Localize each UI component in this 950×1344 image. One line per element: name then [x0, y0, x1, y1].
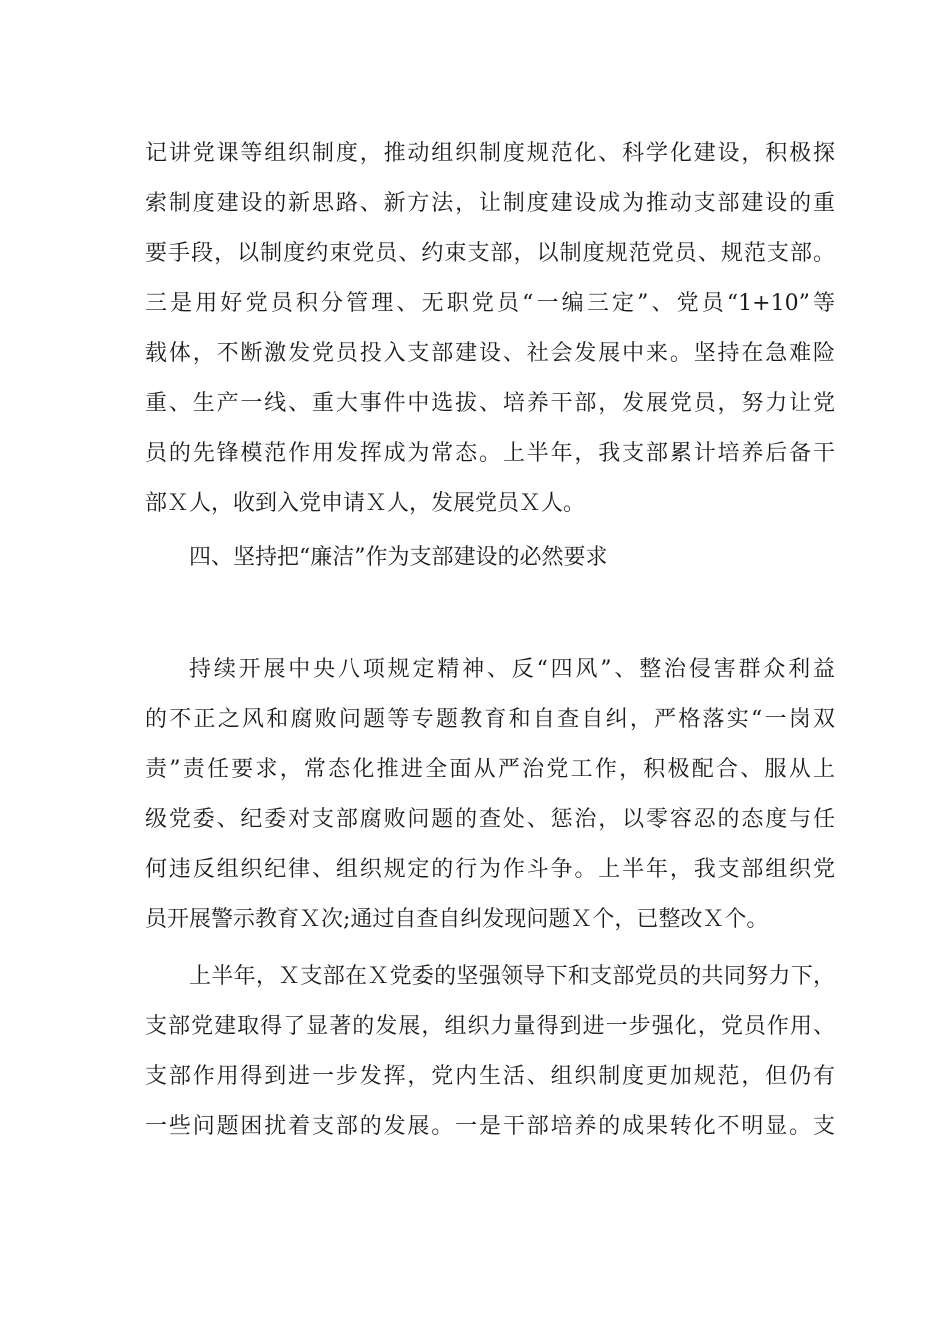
- paragraph-line: 员开展警示教育Ｘ次;通过自查自纠发现问题Ｘ个，已整改Ｘ个。: [145, 907, 769, 932]
- paragraph-2: [145, 645, 835, 945]
- paragraph-line: 支部作用得到进一步发挥，党内生活、组织制度更加规范，但仍有: [145, 1064, 835, 1089]
- paragraph-line: 持续开展中央八项规定精神、反“四风”、整治侵害群众利益: [189, 657, 835, 682]
- paragraph-line: 员的先锋模范作用发挥成为常态。上半年，我支部累计培养后备干: [145, 441, 835, 466]
- paragraph-1: [145, 129, 835, 529]
- paragraph-line: 上半年，Ｘ支部在Ｘ党委的坚强领导下和支部党员的共同努力下，: [189, 964, 835, 989]
- paragraph-line: 级党委、纪委对支部腐败问题的查处、惩治，以零容忍的态度与任: [145, 807, 835, 832]
- paragraph-line: 记讲党课等组织制度，推动组织制度规范化、科学化建设，积极探: [145, 141, 835, 166]
- section-heading: 四、坚持把“廉洁”作为支部建设的必然要求: [189, 545, 608, 570]
- paragraph-line: 一些问题困扰着支部的发展。一是干部培养的成果转化不明显。支: [145, 1114, 835, 1139]
- paragraph-line: 支部党建取得了显著的发展，组织力量得到进一步强化，党员作用、: [145, 1014, 835, 1039]
- paragraph-3: [145, 952, 835, 1152]
- paragraph-line: 部Ｘ人，收到入党申请Ｘ人，发展党员Ｘ人。: [145, 491, 586, 516]
- paragraph-line: 三是用好党员积分管理、无职党员“一编三定”、党员“1+10”等: [145, 291, 835, 316]
- paragraph-line: 载体，不断激发党员投入支部建设、社会发展中来。坚持在急难险: [145, 341, 835, 366]
- paragraph-line: 的不正之风和腐败问题等专题教育和自查自纠，严格落实“一岗双: [145, 707, 835, 732]
- paragraph-line: 何违反组织纪律、组织规定的行为作斗争。上半年，我支部组织党: [145, 857, 835, 882]
- paragraph-line: 要手段，以制度约束党员、约束支部，以制度规范党员、规范支部。: [145, 241, 835, 266]
- section-heading-block: [145, 533, 835, 583]
- paragraph-line: 责”责任要求，常态化推进全面从严治党工作，积极配合、服从上: [145, 757, 835, 782]
- paragraph-line: 索制度建设的新思路、新方法，让制度建设成为推动支部建设的重: [145, 191, 835, 216]
- paragraph-line: 重、生产一线、重大事件中选拔、培养干部，发展党员，努力让党: [145, 391, 835, 416]
